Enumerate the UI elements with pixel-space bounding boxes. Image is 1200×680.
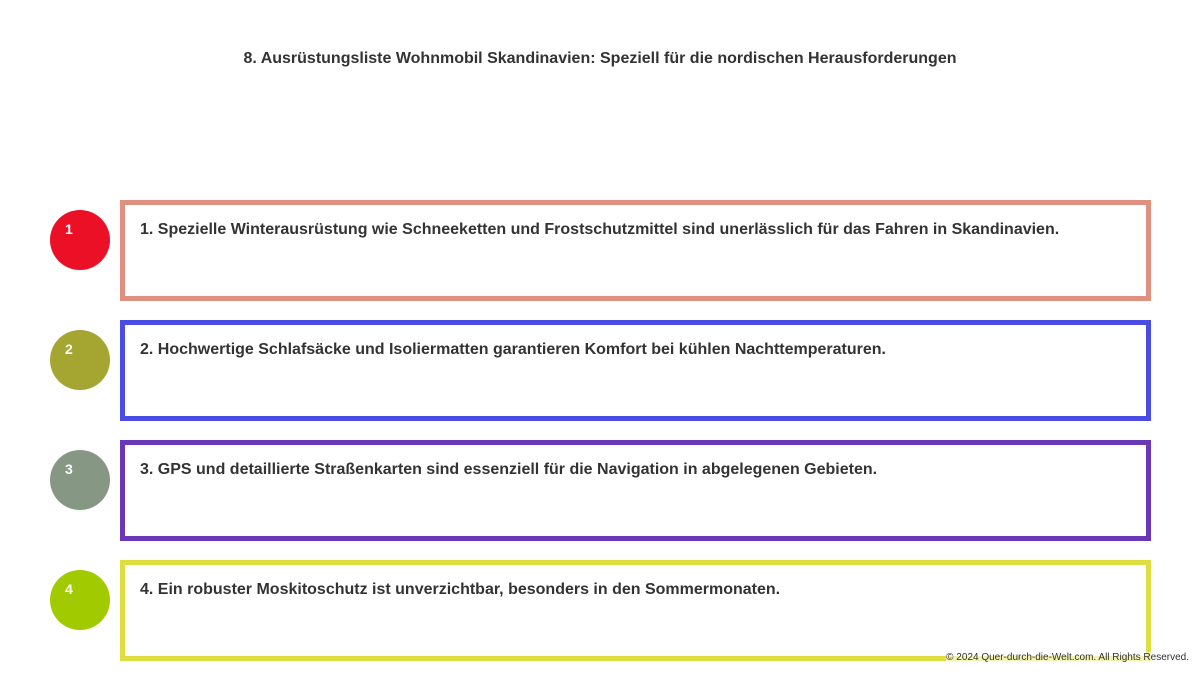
copyright-footer: © 2024 Quer-durch-die-Welt.com. All Rights Reserved. (946, 652, 1189, 663)
page-title: 8. Ausrüstungsliste Wohnmobil Skandinavien: Speziell für die nordischen Herausforderungen (243, 50, 957, 67)
text-box (120, 560, 1151, 661)
item-text: 3. GPS und detaillierte Straßenkarten sind essenziell für die Navigation in abgelegenen Gebieten. (140, 461, 878, 478)
badge-number: 4 (65, 581, 73, 597)
item-text: 2. Hochwertige Schlafsäcke und Isoliermatten garantieren Komfort bei kühlen Nachttemperaturen. (140, 341, 886, 358)
number-badge (50, 450, 110, 510)
text-box (120, 320, 1151, 421)
list-item-3 (0, 440, 1200, 541)
badge-number: 3 (65, 461, 73, 477)
number-badge (50, 570, 110, 630)
text-box (120, 440, 1151, 541)
badge-number: 2 (65, 341, 73, 357)
item-text: 4. Ein robuster Moskitoschutz ist unverzichtbar, besonders in den Sommermonaten. (140, 581, 781, 598)
number-badge (50, 330, 110, 390)
list-item-4 (0, 560, 1200, 661)
list-item-2 (0, 320, 1200, 421)
number-badge (50, 210, 110, 270)
text-box (120, 200, 1151, 301)
badge-number: 1 (65, 221, 73, 237)
item-text: 1. Spezielle Winterausrüstung wie Schneeketten und Frostschutzmittel sind unerlässlich für das Fahren in Skandinavien. (140, 221, 1060, 238)
list-item-1 (0, 200, 1200, 301)
